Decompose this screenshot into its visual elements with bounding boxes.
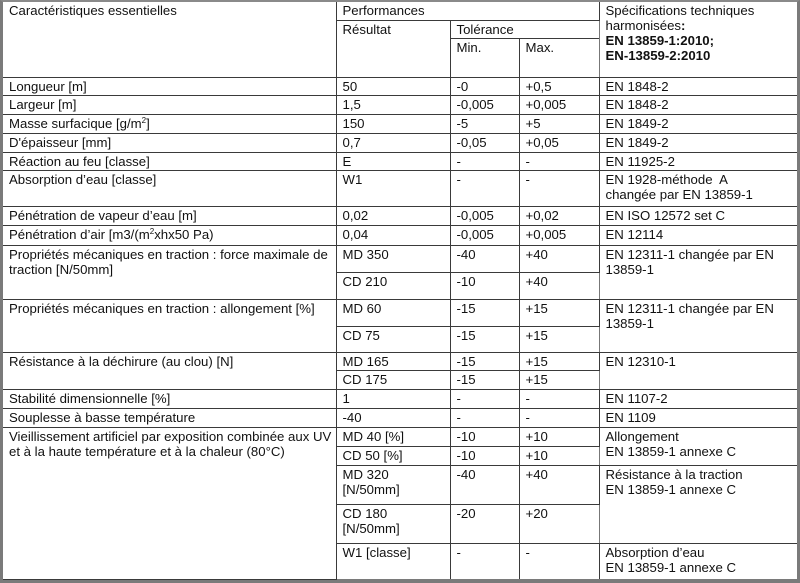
row-spec: EN ISO 12572 set C	[599, 206, 797, 225]
row-spec: EN 1109	[599, 408, 797, 427]
row-result: W1	[336, 170, 450, 206]
row-min: -15	[450, 326, 519, 352]
row-label-text: Pénétration d’air [m3/(m	[9, 226, 150, 242]
table-row	[3, 427, 797, 446]
row-min: -0,005	[450, 225, 519, 245]
row-spec: EN 12114	[599, 225, 797, 245]
row-max: +15	[519, 370, 599, 389]
row-result: 150	[336, 114, 450, 133]
row-max: +40	[519, 272, 599, 299]
row-max: -	[519, 543, 599, 579]
header-spec-line1: Spécifications techniques	[605, 3, 755, 18]
row-label: Résistance à la déchirure (au clou) [N]	[3, 352, 336, 389]
row-max: +0,02	[519, 206, 599, 225]
row-label: Réaction au feu [classe]	[3, 152, 336, 170]
table-row	[3, 408, 797, 427]
row-spec: EN 1107-2	[599, 389, 797, 408]
row-result: MD 40 [%]	[336, 427, 450, 446]
row-min: -15	[450, 370, 519, 389]
row-result: E	[336, 152, 450, 170]
table-row	[3, 245, 797, 272]
row-min: -	[450, 152, 519, 170]
row-min: -10	[450, 272, 519, 299]
row-max: +15	[519, 299, 599, 326]
row-min: -	[450, 170, 519, 206]
row-spec-line2: EN 13859-1 annexe C	[605, 559, 736, 575]
row-min: -10	[450, 427, 519, 446]
row-min: -0,005	[450, 95, 519, 114]
row-result: 1,5	[336, 95, 450, 114]
row-label	[3, 225, 336, 245]
row-spec-line1: Absorption d’eau	[605, 544, 705, 560]
row-spec: EN 1848-2	[599, 95, 797, 114]
table-row	[3, 206, 797, 225]
row-label-tail: ]	[146, 115, 150, 131]
row-label: Propriétés mécaniques en traction : force maximale de traction [N/50mm]	[3, 245, 336, 299]
row-spec-line1: Résistance à la traction	[605, 466, 743, 482]
row-max: +0,005	[519, 225, 599, 245]
row-result: 50	[336, 77, 450, 95]
header-spec-colon: :	[681, 18, 686, 33]
table-row	[3, 152, 797, 170]
row-spec: EN 12311-1 changée par EN 13859-1	[599, 245, 797, 299]
row-result: MD 165	[336, 352, 450, 370]
row-min: -	[450, 408, 519, 427]
row-max: +20	[519, 504, 599, 543]
row-spec: EN 1849-2	[599, 133, 797, 152]
row-result: MD 320 [N/50mm]	[336, 465, 450, 504]
row-max: +0,005	[519, 95, 599, 114]
row-result: CD 175	[336, 370, 450, 389]
row-label: Stabilité dimensionnelle [%]	[3, 389, 336, 408]
row-result: 0,02	[336, 206, 450, 225]
row-min: -40	[450, 245, 519, 272]
row-max: +40	[519, 465, 599, 504]
row-label: Largeur [m]	[3, 95, 336, 114]
row-max: +0,05	[519, 133, 599, 152]
row-spec	[599, 170, 797, 206]
row-spec: EN 12311-1 changée par EN 13859-1	[599, 299, 797, 352]
row-min: -	[450, 389, 519, 408]
row-result: -40	[336, 408, 450, 427]
row-min: -	[450, 543, 519, 579]
row-max: +10	[519, 446, 599, 465]
row-result: MD 350	[336, 245, 450, 272]
row-min: -20	[450, 504, 519, 543]
row-spec-absorption	[599, 543, 797, 579]
row-max: -	[519, 389, 599, 408]
row-label: Propriétés mécaniques en traction : allongement [%]	[3, 299, 336, 352]
row-result: 0,04	[336, 225, 450, 245]
row-spec-line2: EN 13859-1 annexe C	[605, 443, 736, 459]
header-characteristics: Caractéristiques essentielles	[3, 2, 336, 77]
header-tolerance: Tolérance	[450, 20, 599, 38]
row-min: -0,05	[450, 133, 519, 152]
header-min: Min.	[450, 38, 519, 77]
row-result: 1	[336, 389, 450, 408]
table-row	[3, 170, 797, 206]
row-spec-line1: EN 1928-méthode A	[605, 171, 728, 187]
row-spec: EN 12310-1	[599, 352, 797, 389]
row-spec-line2: EN 13859-1 annexe C	[605, 481, 736, 497]
header-result: Résultat	[336, 20, 450, 77]
row-spec-traction	[599, 465, 797, 543]
row-spec-line1: Allongement	[605, 428, 679, 444]
row-max: +10	[519, 427, 599, 446]
row-label: Pénétration de vapeur d’eau [m]	[3, 206, 336, 225]
row-label: Absorption d’eau [classe]	[3, 170, 336, 206]
row-min: -5	[450, 114, 519, 133]
row-spec: EN 1849-2	[599, 114, 797, 133]
row-label-sup: 2	[141, 115, 147, 125]
row-label-text: Masse surfacique [g/m	[9, 115, 142, 131]
row-max: +5	[519, 114, 599, 133]
row-result: MD 60	[336, 299, 450, 326]
row-max: +15	[519, 352, 599, 370]
table-row	[3, 299, 797, 326]
row-spec: EN 1848-2	[599, 77, 797, 95]
row-label: Souplesse à basse température	[3, 408, 336, 427]
row-max: -	[519, 408, 599, 427]
row-result: 0,7	[336, 133, 450, 152]
row-max: +0,5	[519, 77, 599, 95]
row-spec-line2: changée par EN 13859-1	[605, 186, 753, 202]
table-row	[3, 389, 797, 408]
header-spec-std2: EN-13859-2:2010	[605, 48, 711, 63]
table-row	[3, 133, 797, 152]
row-min: -0	[450, 77, 519, 95]
row-label: D'épaisseur [mm]	[3, 133, 336, 152]
row-max: +15	[519, 326, 599, 352]
table-row	[3, 225, 797, 245]
row-label	[3, 114, 336, 133]
header-spec-line2: harmonisées	[605, 18, 681, 33]
row-result: CD 50 [%]	[336, 446, 450, 465]
table-row	[3, 114, 797, 133]
header-max: Max.	[519, 38, 599, 77]
row-min: -15	[450, 352, 519, 370]
row-max: +40	[519, 245, 599, 272]
row-label-sup: 2	[149, 226, 155, 236]
row-label-tail: xhx50 Pa)	[154, 226, 214, 242]
row-label: Vieillissement artificiel par exposition combinée aux UV et à la haute température et à la chaleur (80°C)	[3, 427, 336, 579]
row-result: CD 75	[336, 326, 450, 352]
row-min: -0,005	[450, 206, 519, 225]
row-result: CD 210	[336, 272, 450, 299]
table-row	[3, 352, 797, 370]
row-spec: EN 11925-2	[599, 152, 797, 170]
row-min: -10	[450, 446, 519, 465]
table-row	[3, 77, 797, 95]
row-result: CD 180 [N/50mm]	[336, 504, 450, 543]
performance-table	[3, 2, 797, 580]
table-row	[3, 95, 797, 114]
row-max: -	[519, 170, 599, 206]
row-max: -	[519, 152, 599, 170]
row-min: -15	[450, 299, 519, 326]
row-min: -40	[450, 465, 519, 504]
row-label: Longueur [m]	[3, 77, 336, 95]
row-spec-allongement	[599, 427, 797, 465]
header-specifications	[599, 2, 797, 77]
header-performances: Performances	[336, 2, 599, 20]
row-result: W1 [classe]	[336, 543, 450, 579]
header-spec-std1: EN 13859-1:2010;	[605, 33, 715, 48]
